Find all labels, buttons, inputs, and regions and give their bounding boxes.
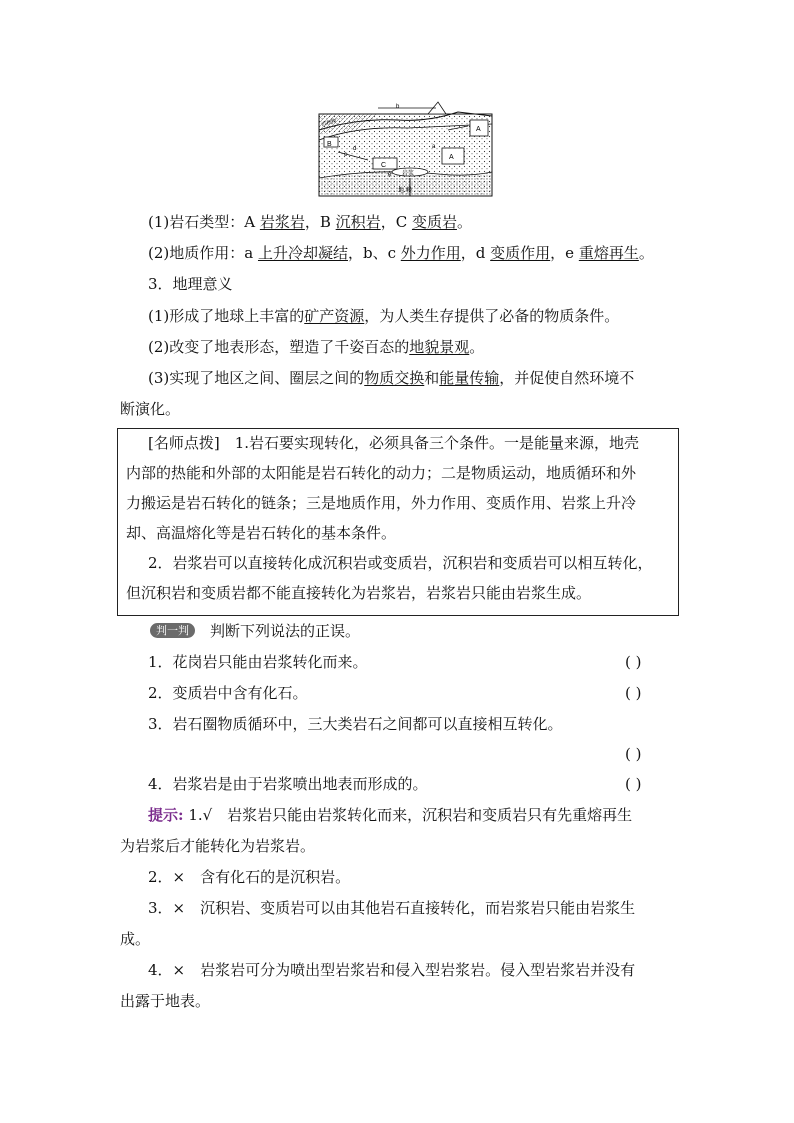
magma-label: 岩浆	[402, 170, 415, 177]
tips-title: [名师点拨]	[148, 434, 220, 452]
judge-item-4: 4．岩浆岩是由于岩浆喷出地表而形成的。	[148, 775, 428, 793]
significance-line-1: (1)形成了地球上丰富的矿产资源，为人类生存提供了必备的物质条件。	[148, 307, 620, 325]
hint-line-3: 3．× 沉积岩、变质岩可以由其他岩石直接转化，而岩浆岩只能由岩浆生	[148, 899, 636, 917]
tips-line-2: 内部的热能和外部的太阳能是岩石转化的动力；二是物质运动，地质循环和外	[126, 464, 637, 482]
rock-b-label: B	[327, 141, 332, 148]
rock-a2-label: A	[476, 126, 481, 133]
answer-blank-4[interactable]: ( )	[625, 775, 642, 793]
rock-types-line: (1)岩石类型：A 岩浆岩，B 沉积岩，C 变质岩。	[148, 213, 472, 231]
section-heading: 3．地理意义	[148, 275, 233, 293]
answer-blank-1[interactable]: ( )	[625, 653, 642, 671]
tips-line-4: 却、高温熔化等是岩石转化的基本条件。	[126, 524, 397, 542]
rock-c-label: C	[381, 162, 387, 169]
judge-item-1: 1．花岗岩只能由岩浆转化而来。	[148, 653, 368, 671]
hint-line-3-cont: 成。	[120, 930, 151, 948]
judge-item-2: 2．变质岩中含有化石。	[148, 684, 308, 702]
process-b-label: b	[396, 104, 400, 110]
significance-line-3: (3)实现了地区之间、圈层之间的物质交换和能量传输，并促使自然环境不	[148, 369, 635, 387]
process-c-label: c	[344, 152, 347, 158]
sediment-label: 沉积物	[320, 118, 338, 128]
hint-line-1-cont: 为岩浆后才能转化为岩浆岩。	[120, 837, 316, 855]
tips-line-6: 但沉积岩和变质岩都不能直接转化为岩浆岩，岩浆岩只能由岩浆生成。	[126, 584, 592, 602]
teacher-tips-box	[117, 428, 679, 616]
tips-line-3: 力搬运是岩石转化的链条；三是地质作用，外力作用、变质作用、岩浆上升冷	[126, 494, 637, 512]
answer-blank-3[interactable]: ( )	[625, 745, 642, 763]
judge-intro: 判一判 判断下列说法的正误。	[150, 621, 706, 641]
significance-line-3-cont: 断演化。	[120, 400, 181, 418]
tips-line-5: 2．岩浆岩可以直接转化成沉积岩或变质岩，沉积岩和变质岩可以相互转化，	[148, 554, 653, 572]
geologic-processes-line: (2)地质作用：a 上升冷却凝结，b、c 外力作用，d 变质作用，e 重熔再生。	[148, 244, 654, 262]
process-e-label: e	[388, 172, 392, 178]
answer-blank-2[interactable]: ( )	[625, 684, 642, 702]
hint-line-2: 2．× 含有化石的是沉积岩。	[148, 868, 351, 886]
mantle-label: 地 幔	[398, 187, 412, 194]
hint-line-1: 提示: 1.√ 岩浆岩只能由岩浆转化而来，沉积岩和变质岩只有先重熔再生	[148, 806, 633, 824]
hint-line-4: 4．× 岩浆岩可分为喷出型岩浆岩和侵入型岩浆岩。侵入型岩浆岩并没有	[148, 961, 636, 979]
rock-cycle-diagram	[318, 100, 493, 197]
significance-line-2: (2)改变了地表形态，塑造了千姿百态的地貌景观。	[148, 338, 485, 356]
hint-label: 提示:	[148, 806, 184, 824]
rock-cycle-svg	[318, 100, 493, 197]
hint-line-4-cont: 出露于地表。	[120, 992, 211, 1010]
tips-line-1: [名师点拨] 1.岩石要实现转化，必须具备三个条件。一是能量来源，地壳	[148, 434, 640, 452]
process-a-label: a	[432, 144, 436, 150]
process-d-label: d	[353, 146, 357, 152]
rock-a-label: A	[449, 154, 454, 161]
judge-item-3: 3．岩石圈物质循环中，三大类岩石之间都可以直接相互转化。	[148, 715, 563, 733]
judge-badge: 判一判	[150, 623, 195, 638]
